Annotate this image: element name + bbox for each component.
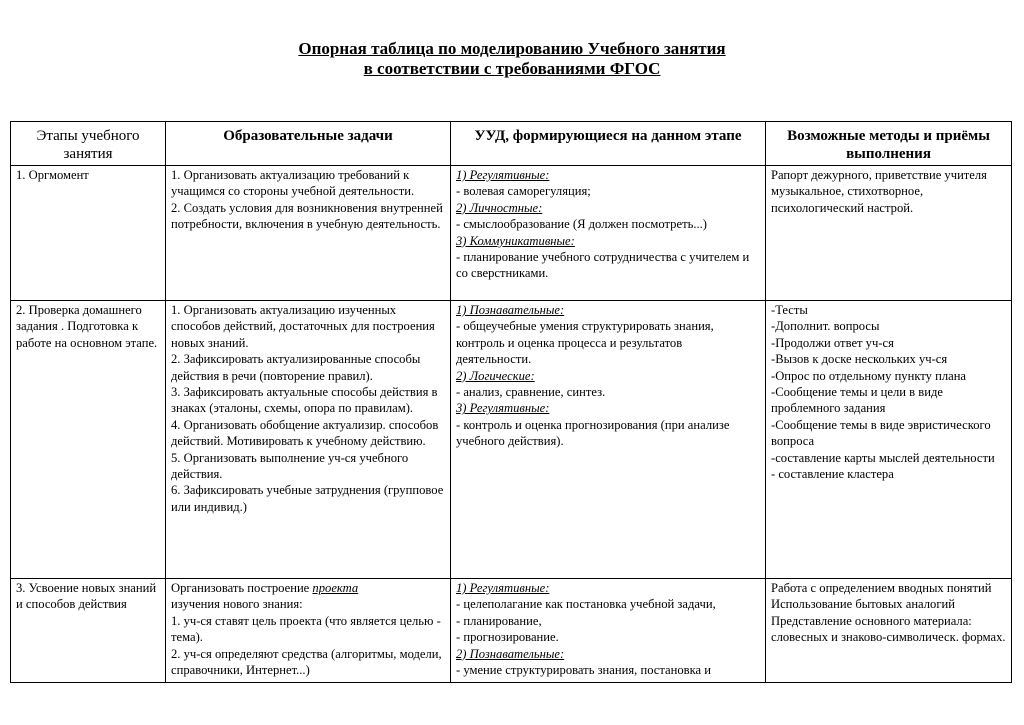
table-row xyxy=(11,579,1012,683)
uud-heading: 1) Регулятивные: xyxy=(456,581,550,595)
methods-cell xyxy=(766,579,1012,683)
table-header-row xyxy=(11,122,1012,166)
task-item: 1. Организовать актуализацию требований к учащимся со стороны учебной деятельности. xyxy=(171,168,415,199)
task-item: 5. Организовать выполнение уч-ся учебного действия. xyxy=(171,450,409,482)
task-item: 3. Зафиксировать актуальные способы действия в знаках (эталоны, схемы, опора по правилам). xyxy=(171,385,438,416)
stage-text: 1. Оргмомент xyxy=(16,168,89,182)
uud-item: - контроль и оценка прогнозирования (при анализе учебного действия). xyxy=(456,417,730,449)
task-item: 2. уч-ся определяют средства (алгоритмы, модели, справочники, Интернет...) xyxy=(171,646,442,678)
stage-text: 2. Проверка домашнего задания . Подготовка к работе на основном этапе. xyxy=(16,303,158,350)
tasks-cell xyxy=(166,579,451,683)
method-item: -Тесты xyxy=(771,303,808,317)
uud-cell xyxy=(451,166,766,301)
method-item: - составление кластера xyxy=(771,467,894,482)
table-row xyxy=(11,166,1012,301)
method-item: Работа с определением вводных понятий xyxy=(771,581,992,595)
task-item: 2. Зафиксировать актуализированные способы действия в речи (повторение правил). xyxy=(171,352,421,383)
uud-heading: 1) Познавательные: xyxy=(456,303,565,317)
method-item: -Продолжи ответ уч-ся xyxy=(771,335,894,350)
uud-item: - волевая саморегуляция; xyxy=(456,184,591,199)
task-item: 1. Организовать актуализацию изученных способов действий, достаточных для построения новых знаний. xyxy=(171,303,435,350)
uud-item: - планирование учебного сотрудничества с учителем и со сверстниками. xyxy=(456,250,750,281)
document-title-line1: Опорная таблица по моделированию Учебного занятия xyxy=(298,39,726,58)
uud-item: - умение структурировать знания, постановка и xyxy=(456,663,712,678)
header-uud: УУД, формирующиеся на данном этапе xyxy=(451,122,766,166)
tasks-cell xyxy=(166,301,451,579)
method-item: Рапорт дежурного, приветствие учителя музыкальное, стихотворное, психологический настрой. xyxy=(771,168,987,215)
uud-heading: 3) Коммуникативные: xyxy=(456,233,575,248)
task-intro xyxy=(171,580,445,596)
uud-item: - планирование, xyxy=(456,613,542,628)
task-item: 4. Организовать обобщение актуализир. способов действий. Мотивировать к учебному действию. xyxy=(171,417,439,449)
uud-heading: 2) Личностные: xyxy=(456,200,543,215)
stage-cell xyxy=(11,579,166,683)
method-item: -составление карты мыслей деятельности xyxy=(771,450,995,465)
document-title-line2: в соответствии с требованиями ФГОС xyxy=(363,59,661,78)
uud-cell xyxy=(451,301,766,579)
stage-text: 3. Усвоение новых знаний и способов действия xyxy=(16,581,157,612)
method-item: -Вызов к доске нескольких уч-ся xyxy=(771,352,948,367)
task-item: 2. Создать условия для возникновения внутренней потребности, включения в учебную деятельность. xyxy=(171,200,443,232)
stage-cell xyxy=(11,301,166,579)
task-item: 1. уч-ся ставят цель проекта (что является целью - тема). xyxy=(171,613,441,645)
stage-cell xyxy=(11,166,166,301)
lesson-model-table xyxy=(10,121,1012,683)
method-item: Представление основного материала: словесных и знаково-символическ. формах. xyxy=(771,613,1006,645)
method-item: -Сообщение темы и цели в виде проблемного задания xyxy=(771,385,943,416)
methods-cell xyxy=(766,166,1012,301)
uud-item: - смыслообразование (Я должен посмотреть...) xyxy=(456,217,707,232)
uud-item: - общеучебные умения структурировать знания, контроль и оценка процесса и результатов деятельности. xyxy=(456,319,714,367)
uud-heading: 3) Регулятивные: xyxy=(456,401,550,416)
method-item: -Сообщение темы в виде эвристического вопроса xyxy=(771,417,991,449)
uud-heading: 2) Логические: xyxy=(456,368,535,383)
uud-item: - прогнозирование. xyxy=(456,630,559,645)
method-item: -Дополнит. вопросы xyxy=(771,319,880,334)
uud-cell xyxy=(451,579,766,683)
task-intro-tail: изучения нового знания: xyxy=(171,597,303,612)
method-item: -Опрос по отдельному пункту плана xyxy=(771,368,967,383)
uud-item: - анализ, сравнение, синтез. xyxy=(456,385,606,400)
header-tasks: Образовательные задачи xyxy=(166,122,451,166)
table-row xyxy=(11,301,1012,579)
header-stages: Этапы учебного занятия xyxy=(11,122,166,166)
task-intro-emphasis: проекта xyxy=(312,581,359,595)
methods-cell xyxy=(766,301,1012,579)
task-item: 6. Зафиксировать учебные затруднения (групповое или индивид.) xyxy=(171,483,444,514)
method-item: Использование бытовых аналогий xyxy=(771,597,955,612)
uud-item: - целеполагание как постановка учебной задачи, xyxy=(456,597,716,612)
tasks-cell xyxy=(166,166,451,301)
task-intro-text: Организовать построение xyxy=(171,581,313,595)
uud-heading: 1) Регулятивные: xyxy=(456,168,550,182)
uud-heading: 2) Познавательные: xyxy=(456,646,565,661)
header-methods: Возможные методы и приёмы выполнения xyxy=(766,122,1012,166)
